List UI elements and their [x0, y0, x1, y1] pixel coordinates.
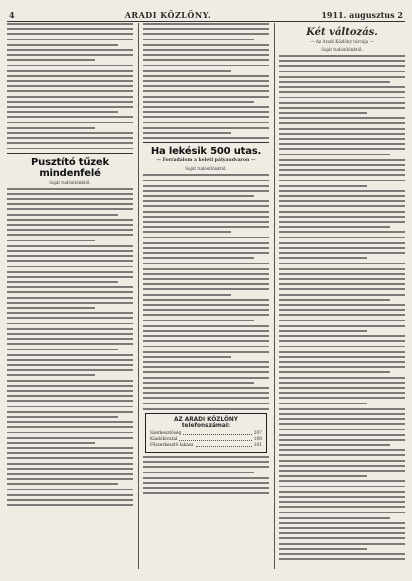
text-line: [279, 413, 405, 415]
text-line: [7, 416, 118, 418]
text-line: [143, 106, 269, 108]
text-line: [143, 127, 269, 129]
text-line: [7, 59, 95, 61]
text-line: [143, 487, 269, 489]
text-line: [143, 33, 269, 35]
text-line: [7, 39, 133, 41]
text-line: [7, 307, 95, 309]
text-line: [279, 216, 405, 218]
article-text: [7, 188, 133, 506]
text-line: [143, 101, 254, 103]
page-header: [7, 6, 405, 22]
text-line: [279, 314, 405, 316]
text-line: [143, 392, 269, 394]
text-line: [279, 335, 405, 337]
text-line: [143, 325, 269, 327]
text-line: [7, 245, 133, 247]
text-line: [143, 96, 269, 98]
telephone-label: Kiadóhivatal: [150, 436, 178, 442]
text-line: [143, 65, 269, 67]
text-line: [7, 395, 133, 397]
text-line: [143, 174, 269, 176]
column-2: [143, 23, 269, 569]
text-line: [143, 44, 269, 46]
text-line: [7, 447, 133, 449]
text-line: [7, 111, 118, 113]
text-line: [7, 483, 118, 485]
text-line: [7, 364, 133, 366]
text-line: [7, 266, 133, 268]
text-line: [279, 356, 405, 358]
text-line: [279, 221, 405, 223]
text-line: [279, 252, 405, 254]
text-line: [7, 504, 133, 506]
text-line: [279, 190, 405, 192]
text-line: [7, 437, 133, 439]
text-line: [7, 203, 133, 205]
text-line: [7, 90, 133, 92]
text-line: [143, 200, 269, 202]
feuilleton-subtitle: — Az Aradi Közlöny tárcája —: [310, 39, 374, 44]
text-line: [143, 39, 254, 41]
text-line: [7, 148, 133, 150]
text-line: [7, 291, 133, 293]
text-line: [279, 325, 405, 327]
text-line: [143, 205, 269, 207]
text-line: [7, 214, 118, 216]
text-line: [279, 164, 405, 166]
article-text: [279, 55, 405, 560]
newspaper-page: [7, 6, 405, 569]
text-line: [143, 23, 269, 25]
text-line: [279, 346, 405, 348]
text-line: [143, 387, 269, 389]
telephone-number: 108: [253, 436, 262, 442]
text-line: [7, 432, 133, 434]
text-line: [279, 434, 405, 436]
text-line: [7, 343, 133, 345]
text-line: [279, 320, 405, 322]
article-headline: Ha lekésik 500 utas.: [150, 146, 262, 158]
feuilleton-byline: Saját tudósítónktól.: [321, 47, 363, 52]
text-line: [279, 377, 405, 379]
text-line: [279, 532, 405, 534]
text-line: [143, 299, 269, 301]
text-line: [279, 55, 405, 57]
text-line: [143, 231, 231, 233]
text-line: [7, 49, 133, 51]
newspaper-title: ARADI KÖZLÖNY.: [124, 10, 212, 20]
text-line: [279, 501, 405, 503]
text-line: [279, 117, 405, 119]
text-line: [7, 44, 118, 46]
text-line: [279, 304, 405, 306]
text-line: [143, 351, 269, 353]
text-line: [279, 143, 405, 145]
text-line: [279, 548, 367, 550]
text-line: [143, 371, 269, 373]
text-line: [143, 309, 269, 311]
text-line: [7, 328, 133, 330]
text-line: [7, 132, 133, 134]
text-line: [279, 512, 405, 514]
text-line: [279, 169, 405, 171]
text-line: [279, 288, 405, 290]
text-line: [7, 297, 133, 299]
text-line: [279, 86, 405, 88]
text-line: [7, 473, 133, 475]
page-number: 4: [9, 10, 15, 20]
text-line: [143, 263, 269, 265]
text-line: [279, 496, 405, 498]
text-line: [7, 54, 133, 56]
telephone-box-title: AZ ARADI KÖZLÖNY telefonszámai:: [174, 416, 238, 429]
text-line: [7, 478, 133, 480]
text-line: [143, 335, 269, 337]
text-line: [279, 185, 367, 187]
text-line: [143, 382, 254, 384]
text-line: [7, 385, 133, 387]
text-line: [279, 517, 390, 519]
column-rule: [138, 23, 139, 569]
text-line: [279, 371, 390, 373]
text-line: [279, 257, 367, 259]
text-line: [279, 454, 405, 456]
text-line: [7, 333, 133, 335]
text-line: [143, 28, 269, 30]
text-line: [279, 429, 405, 431]
text-line: [7, 489, 133, 491]
text-line: [7, 260, 133, 262]
text-line: [279, 470, 405, 472]
text-line: [143, 273, 269, 275]
text-line: [279, 543, 405, 545]
telephone-row: [150, 443, 262, 449]
text-line: [143, 408, 269, 410]
text-line: [279, 60, 405, 62]
telephone-label: Szerkesztőség: [150, 430, 182, 436]
text-line: [279, 340, 405, 342]
text-line: [279, 309, 405, 311]
text-line: [279, 491, 405, 493]
text-line: [7, 354, 133, 356]
text-line: [279, 174, 405, 176]
text-line: [279, 278, 405, 280]
text-line: [7, 198, 133, 200]
text-line: [279, 294, 405, 296]
text-line: [279, 128, 405, 130]
text-line: [7, 250, 133, 252]
text-line: [279, 553, 405, 555]
text-line: [279, 408, 405, 410]
text-line: [279, 439, 405, 441]
text-line: [143, 226, 269, 228]
text-line: [143, 456, 269, 458]
text-line: [279, 65, 405, 67]
text-line: [143, 268, 269, 270]
text-line: [279, 237, 405, 239]
text-line: [143, 340, 269, 342]
telephone-label: Főszerkesztő lakása: [150, 442, 194, 448]
text-line: [279, 522, 405, 524]
text-line: [7, 70, 133, 72]
article-text: [7, 23, 133, 149]
text-line: [7, 452, 133, 454]
telephone-box: [145, 413, 267, 453]
text-line: [279, 112, 367, 114]
text-line: [7, 255, 133, 257]
text-line: [143, 132, 231, 134]
text-line: [143, 366, 269, 368]
text-line: [143, 54, 269, 56]
text-line: [7, 127, 95, 129]
text-line: [143, 190, 269, 192]
text-line: [7, 411, 133, 413]
text-line: [279, 537, 405, 539]
text-line: [143, 283, 269, 285]
text-line: [143, 361, 269, 363]
text-line: [7, 302, 133, 304]
text-line: [143, 180, 269, 182]
text-line: [7, 426, 133, 428]
text-line: [7, 323, 133, 325]
text-line: [7, 499, 133, 501]
text-line: [7, 240, 95, 242]
text-line: [279, 351, 405, 353]
text-line: [7, 65, 133, 67]
text-line: [279, 423, 405, 425]
issue-date: 1911. augusztus 2: [321, 10, 403, 20]
article-text: [143, 23, 269, 139]
text-line: [7, 101, 133, 103]
text-line: [279, 195, 405, 197]
text-line: [143, 278, 269, 280]
text-line: [7, 494, 133, 496]
text-line: [7, 317, 133, 319]
text-line: [7, 142, 133, 144]
text-line: [7, 28, 133, 30]
text-line: [279, 361, 405, 363]
text-line: [7, 276, 133, 278]
text-line: [143, 122, 269, 124]
text-line: [143, 111, 269, 113]
telephone-number: 101: [253, 442, 262, 448]
text-line: [279, 242, 405, 244]
text-line: [279, 506, 405, 508]
text-line: [279, 97, 405, 99]
text-line: [7, 442, 95, 444]
text-line: [279, 122, 405, 124]
text-line: [279, 397, 405, 399]
text-line: [279, 273, 405, 275]
text-line: [279, 159, 405, 161]
text-line: [143, 397, 269, 399]
text-line: [7, 349, 118, 351]
text-line: [143, 330, 269, 332]
text-line: [143, 85, 269, 87]
article-subheadline: — Forradalom a keleti pályaudvaron —: [156, 158, 256, 164]
text-line: [279, 403, 367, 405]
text-line: [143, 216, 269, 218]
text-line: [7, 85, 133, 87]
text-line: [279, 444, 390, 446]
text-line: [7, 457, 133, 459]
text-line: [7, 75, 133, 77]
text-line: [143, 242, 269, 244]
column-rule: [274, 23, 275, 569]
text-line: [143, 80, 269, 82]
text-line: [279, 76, 405, 78]
column-1: [7, 23, 133, 569]
text-line: [143, 294, 231, 296]
text-line: [143, 346, 269, 348]
divider: [143, 142, 269, 143]
text-line: [143, 116, 269, 118]
text-line: [143, 304, 269, 306]
text-line: [7, 463, 133, 465]
text-line: [7, 281, 118, 283]
text-line: [7, 374, 95, 376]
text-line: [279, 382, 405, 384]
text-line: [7, 224, 133, 226]
text-line: [143, 221, 269, 223]
text-line: [279, 102, 405, 104]
text-line: [279, 392, 405, 394]
text-line: [279, 200, 405, 202]
text-line: [279, 138, 405, 140]
text-line: [143, 75, 269, 77]
text-line: [279, 231, 405, 233]
text-line: [279, 418, 405, 420]
text-line: [279, 226, 390, 228]
text-line: [7, 286, 133, 288]
text-line: [279, 465, 405, 467]
text-line: [7, 23, 133, 25]
text-line: [143, 288, 269, 290]
text-line: [279, 133, 405, 135]
text-line: [279, 299, 390, 301]
text-line: [143, 237, 269, 239]
text-line: [7, 271, 133, 273]
text-line: [143, 70, 231, 72]
text-line: [7, 106, 133, 108]
text-line: [143, 137, 269, 139]
text-line: [279, 330, 367, 332]
text-line: [7, 193, 133, 195]
text-line: [7, 137, 133, 139]
text-line: [7, 400, 133, 402]
feuilleton-title: Két változás.: [306, 27, 378, 38]
text-line: [143, 472, 254, 474]
article-headline: Pusztító tűzek mindenfelé: [31, 156, 109, 179]
text-line: [279, 81, 390, 83]
text-line: [7, 208, 133, 210]
text-line: [7, 229, 133, 231]
text-line: [7, 312, 133, 314]
text-line: [7, 369, 133, 371]
text-line: [279, 558, 405, 560]
text-line: [7, 80, 133, 82]
text-line: [143, 492, 269, 494]
text-line: [279, 247, 405, 249]
text-line: [279, 387, 405, 389]
text-line: [143, 461, 269, 463]
text-line: [143, 477, 269, 479]
text-line: [279, 527, 405, 529]
text-line: [279, 211, 405, 213]
text-line: [279, 91, 405, 93]
columns: [7, 23, 405, 569]
text-line: [143, 90, 269, 92]
text-line: [7, 406, 133, 408]
text-line: [7, 96, 133, 98]
article-text: [143, 456, 269, 494]
text-line: [7, 122, 133, 124]
text-line: [143, 49, 269, 51]
text-line: [7, 338, 133, 340]
text-line: [143, 247, 269, 249]
text-line: [143, 403, 269, 405]
text-line: [143, 195, 254, 197]
text-line: [279, 475, 367, 477]
text-line: [279, 268, 405, 270]
text-line: [143, 320, 254, 322]
text-line: [7, 33, 133, 35]
text-line: [7, 390, 133, 392]
text-line: [279, 263, 405, 265]
article-byline: Saját tudósítónktól.: [49, 179, 91, 185]
text-line: [279, 107, 405, 109]
text-line: [279, 366, 405, 368]
column-3: [279, 23, 405, 569]
text-line: [7, 380, 133, 382]
text-line: [7, 468, 133, 470]
text-line: [143, 356, 231, 358]
text-line: [143, 211, 269, 213]
text-line: [279, 154, 390, 156]
text-line: [279, 486, 405, 488]
text-line: [7, 188, 133, 190]
text-line: [279, 71, 405, 73]
text-line: [143, 466, 269, 468]
text-line: [7, 421, 133, 423]
text-line: [279, 180, 405, 182]
telephone-number: 207: [253, 430, 262, 436]
article-text: [143, 174, 269, 409]
text-line: [7, 359, 133, 361]
text-line: [279, 449, 405, 451]
text-line: [7, 234, 133, 236]
text-line: [143, 59, 269, 61]
text-line: [143, 257, 254, 259]
text-line: [143, 185, 269, 187]
text-line: [7, 219, 133, 221]
divider: [7, 153, 133, 154]
text-line: [279, 148, 405, 150]
text-line: [279, 460, 405, 462]
text-line: [279, 283, 405, 285]
article-byline: Saját tudósítónktól.: [185, 166, 227, 172]
text-line: [279, 480, 405, 482]
text-line: [7, 116, 133, 118]
text-line: [143, 377, 269, 379]
text-line: [143, 482, 269, 484]
text-line: [143, 252, 269, 254]
text-line: [143, 314, 269, 316]
text-line: [279, 205, 405, 207]
